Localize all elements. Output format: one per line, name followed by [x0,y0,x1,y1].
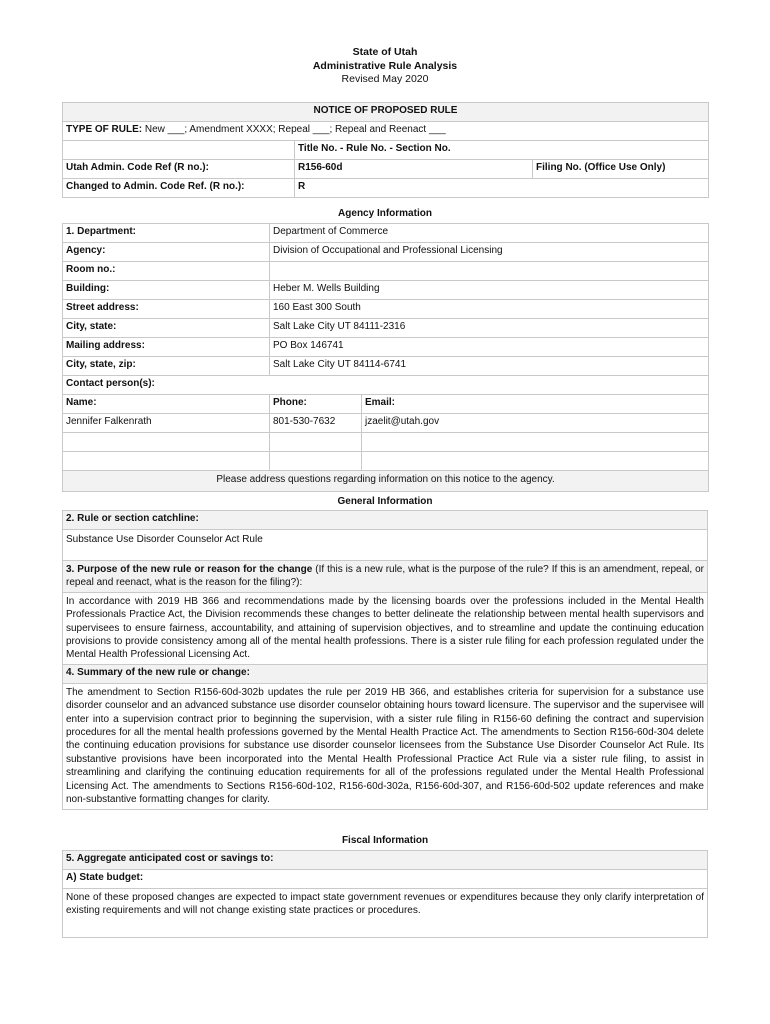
catchline-label: 2. Rule or section catchline: [63,511,708,530]
agency-contact-note: Please address questions regarding information on this notice to the agency. [63,471,709,492]
state-budget-value: None of these proposed changes are expected to impact state government revenues or expenditures because they only clarify interpretation of existing requirements and will not change existing state practices or procedures. [63,889,708,938]
summary-label: 4. Summary of the new rule or change: [63,664,708,683]
city-state-value: Salt Lake City UT 84111-2316 [270,319,709,338]
title-number-header: Title No. - Rule No. - Section No. [295,141,709,160]
building-label: Building: [63,281,270,300]
blank-cell [63,141,295,160]
blank-cell [63,452,270,471]
revision-date: Revised May 2020 [341,73,429,85]
department-value: Department of Commerce [270,224,709,243]
contact-phone: 801-530-7632 [270,414,362,433]
state-title: State of Utah [352,46,418,58]
notice-table [62,102,709,198]
contact-phone-header: Phone: [270,395,362,414]
fiscal-heading: Fiscal Information [341,835,429,846]
contact-persons-label: Contact person(s): [63,376,709,395]
street-address-label: Street address: [63,300,270,319]
contact-email: jzaelit@utah.gov [362,414,709,433]
changed-ref-label: Changed to Admin. Code Ref. (R no.): [63,179,295,198]
fiscal-table [62,850,708,938]
contact-email-header: Email: [362,395,709,414]
city-state-zip-label: City, state, zip: [63,357,270,376]
filing-number-label: Filing No. (Office Use Only) [533,160,709,179]
contact-name-header: Name: [63,395,270,414]
street-address-value: 160 East 300 South [270,300,709,319]
blank-cell [362,433,709,452]
agency-label: Agency: [63,243,270,262]
state-budget-label: A) State budget: [63,870,708,889]
purpose-hint: (If this is a new rule, what is the purpose of the rule? If this is an amendment, repeal, or repeal and reenact, what is the reason for the filing?): [66,564,704,589]
contact-name: Jennifer Falkenrath [63,414,270,433]
general-table [62,510,708,810]
purpose-value: In accordance with 2019 HB 366 and recommendations made by the licensing boards over the professions included in the Mental Health Professionals Practice Act, the Division recommends these changes to better delineate the relationship between mental health supervisors and supervisees to ensure fairness, accountability, and attaining of supervision objectives, and to streamline and update the continuing education provisions to provide consistency among all of the mental health professions. There is a sister rule filing for each profession regulated under the Mental Health Professional Licensing Act. [63,592,708,664]
city-state-zip-value: Salt Lake City UT 84114-6741 [270,357,709,376]
aggregate-cost-label: 5. Aggregate anticipated cost or savings to: [63,851,708,870]
rule-type-options: New ___; Amendment XXXX; Repeal ___; Repeal and Reenact ___ [142,124,446,135]
blank-cell [270,452,362,471]
catchline-value: Substance Use Disorder Counselor Act Rule [63,530,708,561]
agency-table [62,223,709,492]
blank-cell [362,452,709,471]
general-heading: General Information [337,496,433,507]
agency-value: Division of Occupational and Professional Licensing [270,243,709,262]
department-label: 1. Department: [63,224,270,243]
room-label: Room no.: [63,262,270,281]
building-value: Heber M. Wells Building [270,281,709,300]
form-title: Administrative Rule Analysis [312,60,458,72]
room-value [270,262,709,281]
agency-heading: Agency Information [338,208,432,219]
notice-title: NOTICE OF PROPOSED RULE [63,103,709,122]
city-state-label: City, state: [63,319,270,338]
mailing-address-label: Mailing address: [63,338,270,357]
purpose-label: 3. Purpose of the new rule or reason for the change [66,564,313,575]
blank-cell [63,433,270,452]
blank-cell [270,433,362,452]
rule-type-label: TYPE OF RULE: [66,124,143,135]
changed-ref-value: R [295,179,709,198]
mailing-address-value: PO Box 146741 [270,338,709,357]
summary-value: The amendment to Section R156-60d-302b updates the rule per 2019 HB 366, and establishes criteria for supervision for a substance use disorder counselor and an advanced substance use disorder counselor obtaining hours toward licensure. The supervisor and the supervisee will enter into a supervision contract prior to beginning the supervision, with a sister rule filing in R156-60 defining the contract and supervision procedures for all the mental health professions governed by the Mental Health Practice Act. The amendments to Section R156-60d-304 delete the continuing education provisions for substance use disorder counselor licensees from the Substance Use Disorder Counselor Act Rule. Its substantive provisions have been incorporated into the Mental Health Professional Practice Act Rule via a sister rule filing, to assist in streamlining and clarifying the continuing education requirements for all of the professions regulated under the Mental Health Professional Licensing Act. The amendments to Sections R156-60d-102, R156-60d-302a, R156-60d-307, and R156-60d-502 update references and make non-substantive formatting changes for clarity. [63,683,708,809]
code-ref-label: Utah Admin. Code Ref (R no.): [63,160,295,179]
rule-type-row [63,122,709,141]
purpose-question [63,561,708,593]
code-ref-value: R156-60d [295,160,533,179]
